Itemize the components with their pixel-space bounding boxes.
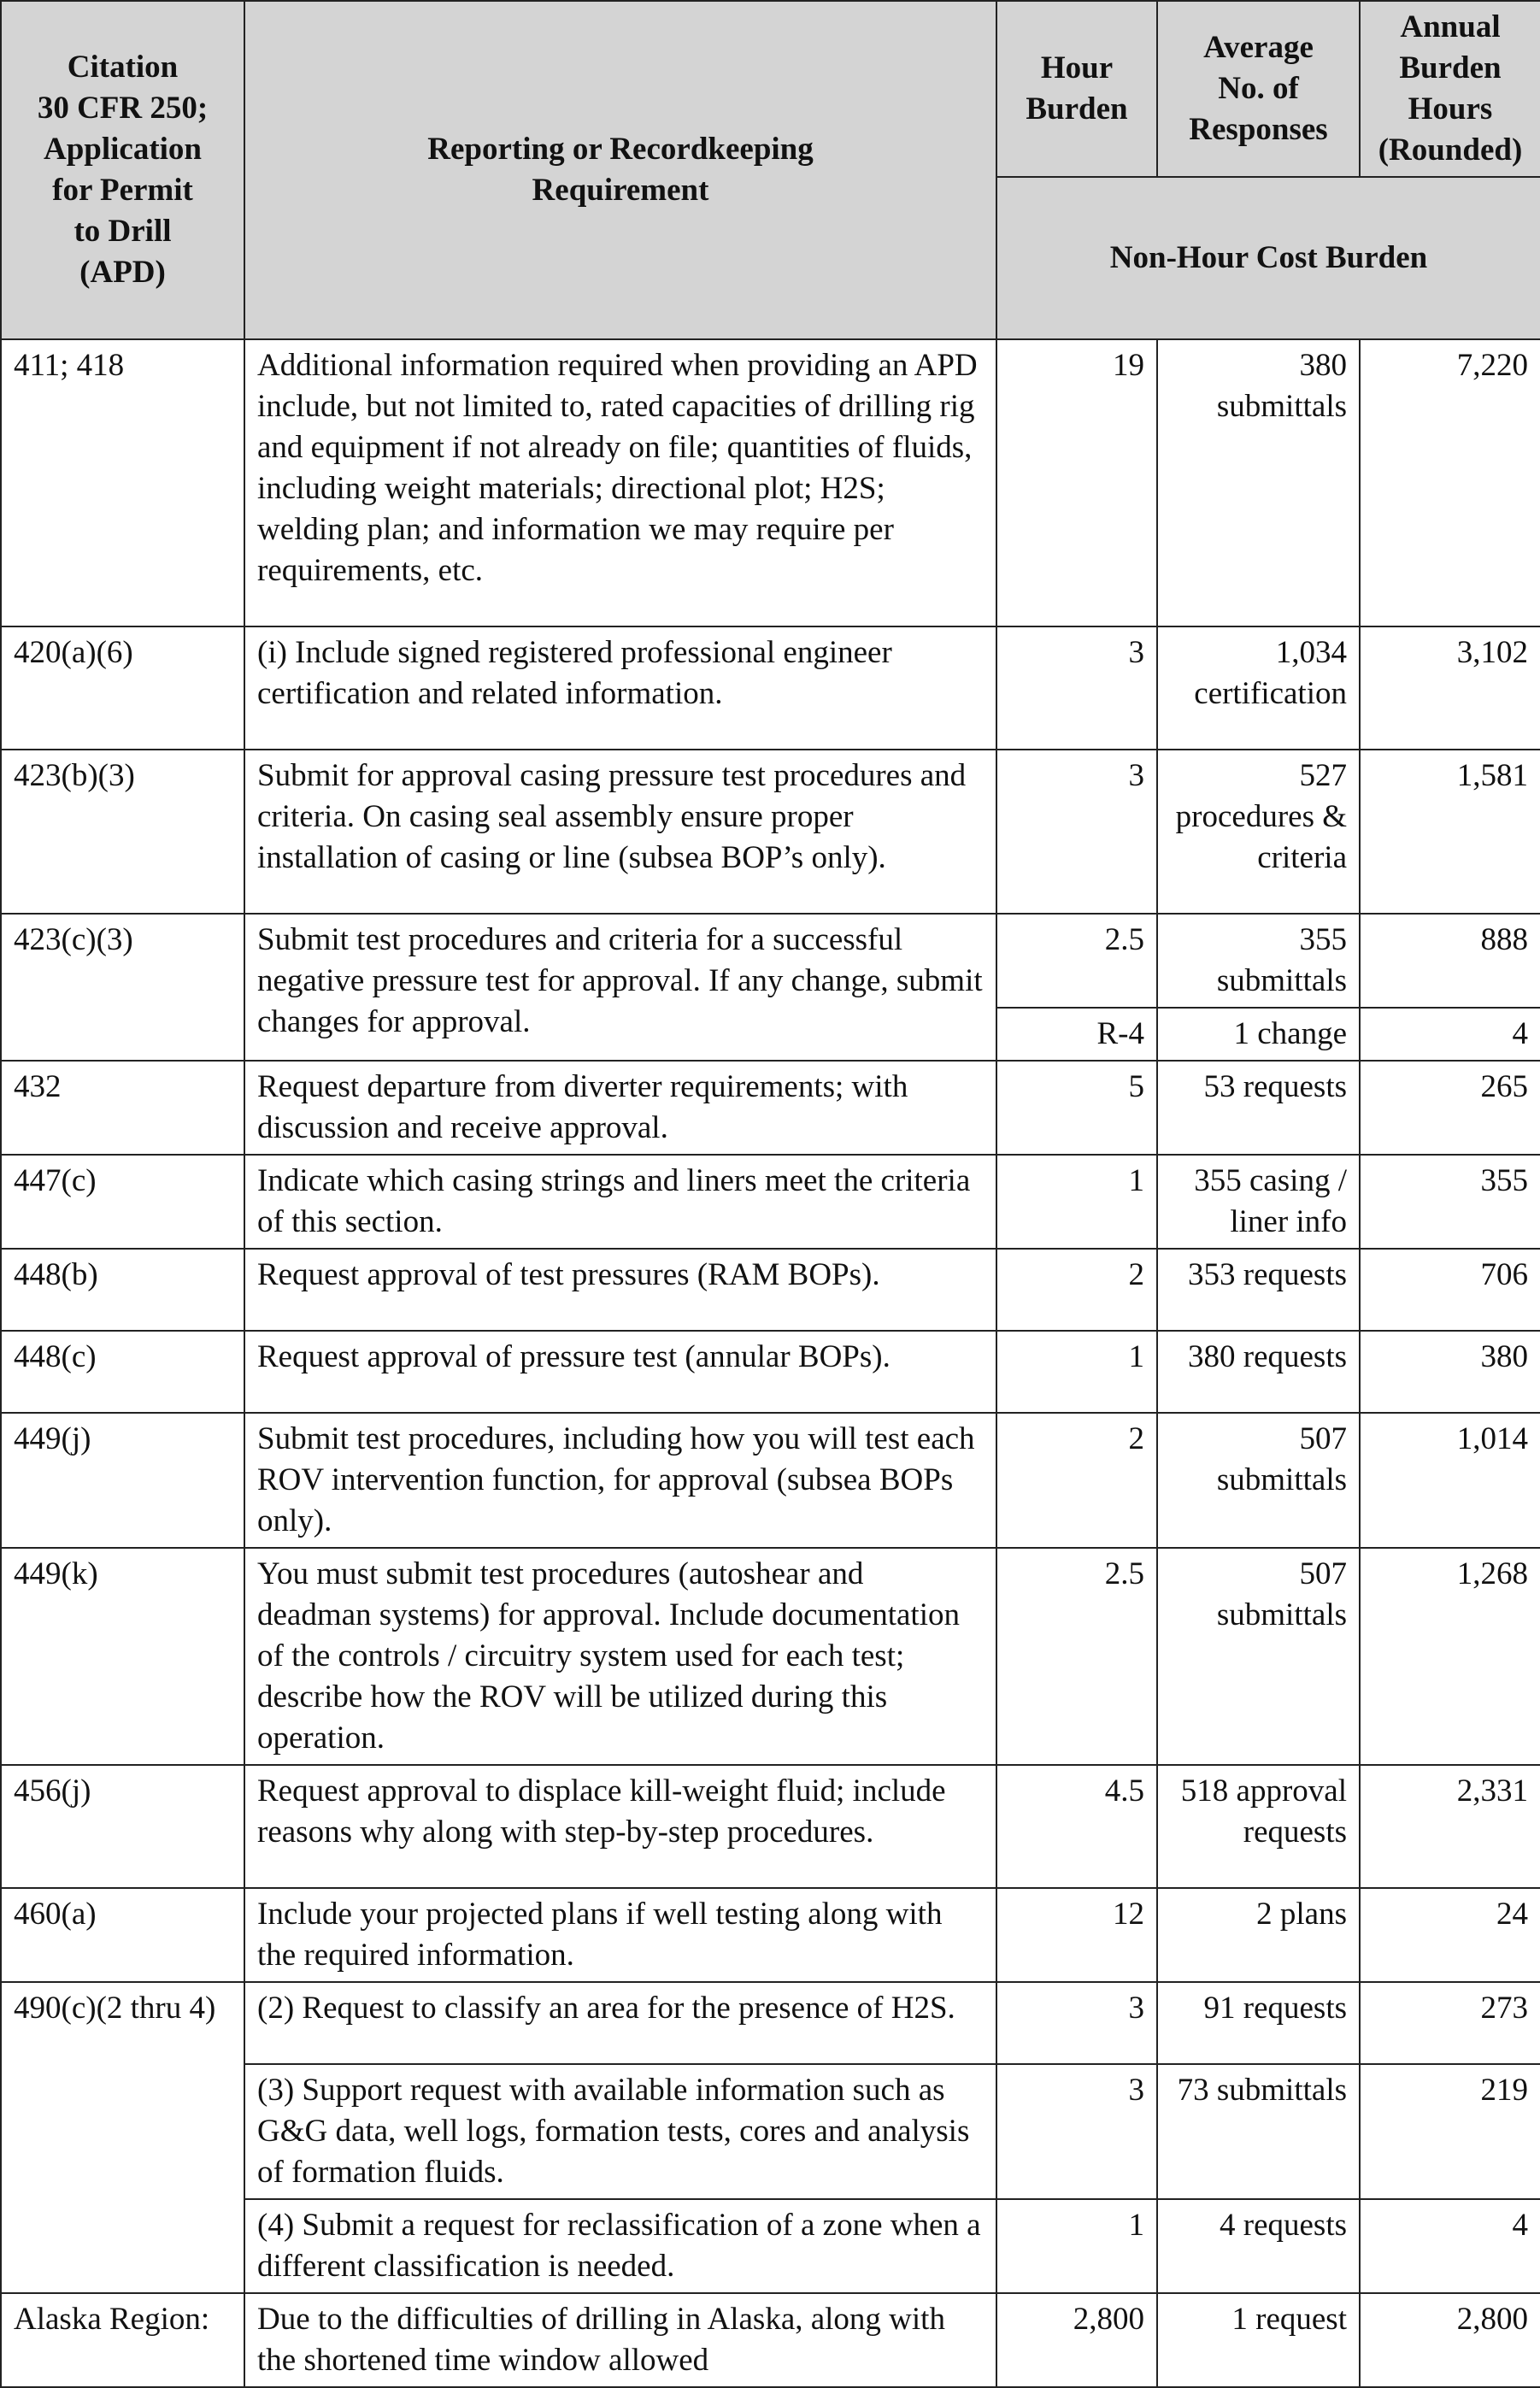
row-hour-burden: 3: [996, 750, 1157, 914]
row-hour-burden: 4.5: [996, 1765, 1157, 1888]
header-row: [1, 1, 1540, 177]
row-citation: 448(c): [1, 1331, 244, 1413]
table-row: [1, 750, 1540, 914]
row-requirement: (i) Include signed registered professional engineer certification and related information.: [244, 626, 996, 750]
row-responses: 1 request: [1157, 2293, 1360, 2387]
row-responses: 1 change: [1157, 1008, 1360, 1061]
row-citation: 420(a)(6): [1, 626, 244, 750]
row-responses: 53 requests: [1157, 1061, 1360, 1155]
row-hour-burden: 3: [996, 626, 1157, 750]
row-citation: 490(c)(2 thru 4): [1, 1982, 244, 2293]
row-annual-hours: 4: [1360, 1008, 1540, 1061]
row-requirement: (2) Request to classify an area for the presence of H2S.: [244, 1982, 996, 2064]
row-hour-burden: 3: [996, 2064, 1157, 2199]
row-hour-burden: 19: [996, 339, 1157, 626]
table-row: [1, 1413, 1540, 1548]
table-row: [1, 1888, 1540, 1982]
table-row: [1, 1155, 1540, 1249]
row-annual-hours: 273: [1360, 1982, 1540, 2064]
row-citation: 460(a): [1, 1888, 244, 1982]
row-requirement: Due to the difficulties of drilling in Alaska, along with the shortened time window allowed: [244, 2293, 996, 2387]
row-citation: Alaska Region:: [1, 2293, 244, 2387]
row-responses: 355 casing / liner info: [1157, 1155, 1360, 1249]
row-responses: 1,034 certification: [1157, 626, 1360, 750]
row-responses: 2 plans: [1157, 1888, 1360, 1982]
row-responses: 527 procedures & criteria: [1157, 750, 1360, 914]
row-hour-burden: 3: [996, 1982, 1157, 2064]
row-responses: 518 approval requests: [1157, 1765, 1360, 1888]
row-hour-burden: 2: [996, 1413, 1157, 1548]
row-annual-hours: 2,331: [1360, 1765, 1540, 1888]
row-requirement: Indicate which casing strings and liners meet the criteria of this section.: [244, 1155, 996, 1249]
table-row: [1, 1331, 1540, 1413]
table-row: [1, 1765, 1540, 1888]
table-row: [1, 914, 1540, 1008]
row-citation: 432: [1, 1061, 244, 1155]
row-requirement: (4) Submit a request for reclassification of a zone when a different classification is needed.: [244, 2199, 996, 2293]
row-annual-hours: 24: [1360, 1888, 1540, 1982]
row-annual-hours: 3,102: [1360, 626, 1540, 750]
header-hour-burden: Hour Burden: [996, 1, 1157, 177]
row-annual-hours: 2,800: [1360, 2293, 1540, 2387]
row-citation: 456(j): [1, 1765, 244, 1888]
row-hour-burden: 5: [996, 1061, 1157, 1155]
row-responses: 380 submittals: [1157, 339, 1360, 626]
row-annual-hours: 265: [1360, 1061, 1540, 1155]
row-annual-hours: 219: [1360, 2064, 1540, 2199]
row-hour-burden: 2,800: [996, 2293, 1157, 2387]
row-requirement: Submit test procedures and criteria for a successful negative pressure test for approval. If any change, submit changes for approval.: [244, 914, 996, 1061]
row-requirement: Request approval of test pressures (RAM BOPs).: [244, 1249, 996, 1331]
row-annual-hours: 1,268: [1360, 1548, 1540, 1765]
row-hour-burden: 2: [996, 1249, 1157, 1331]
header-annual-hours: Annual Burden Hours (Rounded): [1360, 1, 1540, 177]
row-citation: 423(c)(3): [1, 914, 244, 1061]
row-responses: 507 submittals: [1157, 1548, 1360, 1765]
header-requirement: Reporting or Recordkeeping Requirement: [244, 1, 996, 339]
row-requirement: (3) Support request with available information such as G&G data, well logs, formation tests, cores and analysis of formation fluids.: [244, 2064, 996, 2199]
row-hour-burden: 2.5: [996, 1548, 1157, 1765]
row-annual-hours: 1,581: [1360, 750, 1540, 914]
row-hour-burden: 1: [996, 2199, 1157, 2293]
row-requirement: Submit test procedures, including how you will test each ROV intervention function, for approval (subsea BOPs only).: [244, 1413, 996, 1548]
row-hour-burden: R-4: [996, 1008, 1157, 1061]
table-row: [1, 1982, 1540, 2064]
header-citation: Citation 30 CFR 250; Application for Permit to Drill (APD): [1, 1, 244, 339]
row-responses: 380 requests: [1157, 1331, 1360, 1413]
row-responses: 353 requests: [1157, 1249, 1360, 1331]
row-citation: 448(b): [1, 1249, 244, 1331]
row-requirement: Additional information required when providing an APD include, but not limited to, rated capacities of drilling rig and equipment if not already on file; quantities of fluids, including weight materials; directional plot; H2S; welding plan; and information we may require per requirements, etc.: [244, 339, 996, 626]
row-annual-hours: 4: [1360, 2199, 1540, 2293]
table-row: [1, 626, 1540, 750]
row-annual-hours: 888: [1360, 914, 1540, 1008]
table-row: [1, 1548, 1540, 1765]
row-annual-hours: 7,220: [1360, 339, 1540, 626]
row-responses: 507 submittals: [1157, 1413, 1360, 1548]
row-citation: 411; 418: [1, 339, 244, 626]
row-requirement: Include your projected plans if well testing along with the required information.: [244, 1888, 996, 1982]
row-annual-hours: 706: [1360, 1249, 1540, 1331]
table-row: [1, 1249, 1540, 1331]
row-requirement: Request approval of pressure test (annular BOPs).: [244, 1331, 996, 1413]
row-annual-hours: 355: [1360, 1155, 1540, 1249]
row-citation: 449(j): [1, 1413, 244, 1548]
row-requirement: You must submit test procedures (autoshear and deadman systems) for approval. Include documentation of the controls / circuitry system used for each test; describe how the ROV will be utilized during this operation.: [244, 1548, 996, 1765]
header-responses: Average No. of Responses: [1157, 1, 1360, 177]
row-responses: 73 submittals: [1157, 2064, 1360, 2199]
row-annual-hours: 380: [1360, 1331, 1540, 1413]
row-requirement: Request departure from diverter requirements; with discussion and receive approval.: [244, 1061, 996, 1155]
row-requirement: Submit for approval casing pressure test procedures and criteria. On casing seal assembly ensure proper installation of casing or line (subsea BOP’s only).: [244, 750, 996, 914]
row-hour-burden: 1: [996, 1331, 1157, 1413]
row-citation: 449(k): [1, 1548, 244, 1765]
row-citation: 423(b)(3): [1, 750, 244, 914]
table-row: [1, 339, 1540, 626]
row-citation: 447(c): [1, 1155, 244, 1249]
row-hour-burden: 1: [996, 1155, 1157, 1249]
header-non-hour-cost: Non-Hour Cost Burden: [996, 177, 1540, 339]
row-responses: 355 submittals: [1157, 914, 1360, 1008]
row-hour-burden: 2.5: [996, 914, 1157, 1008]
row-responses: 4 requests: [1157, 2199, 1360, 2293]
row-requirement: Request approval to displace kill-weight fluid; include reasons why along with step-by-step procedures.: [244, 1765, 996, 1888]
row-hour-burden: 12: [996, 1888, 1157, 1982]
row-responses: 91 requests: [1157, 1982, 1360, 2064]
table-row: [1, 2293, 1540, 2387]
table-row: [1, 1061, 1540, 1155]
row-annual-hours: 1,014: [1360, 1413, 1540, 1548]
